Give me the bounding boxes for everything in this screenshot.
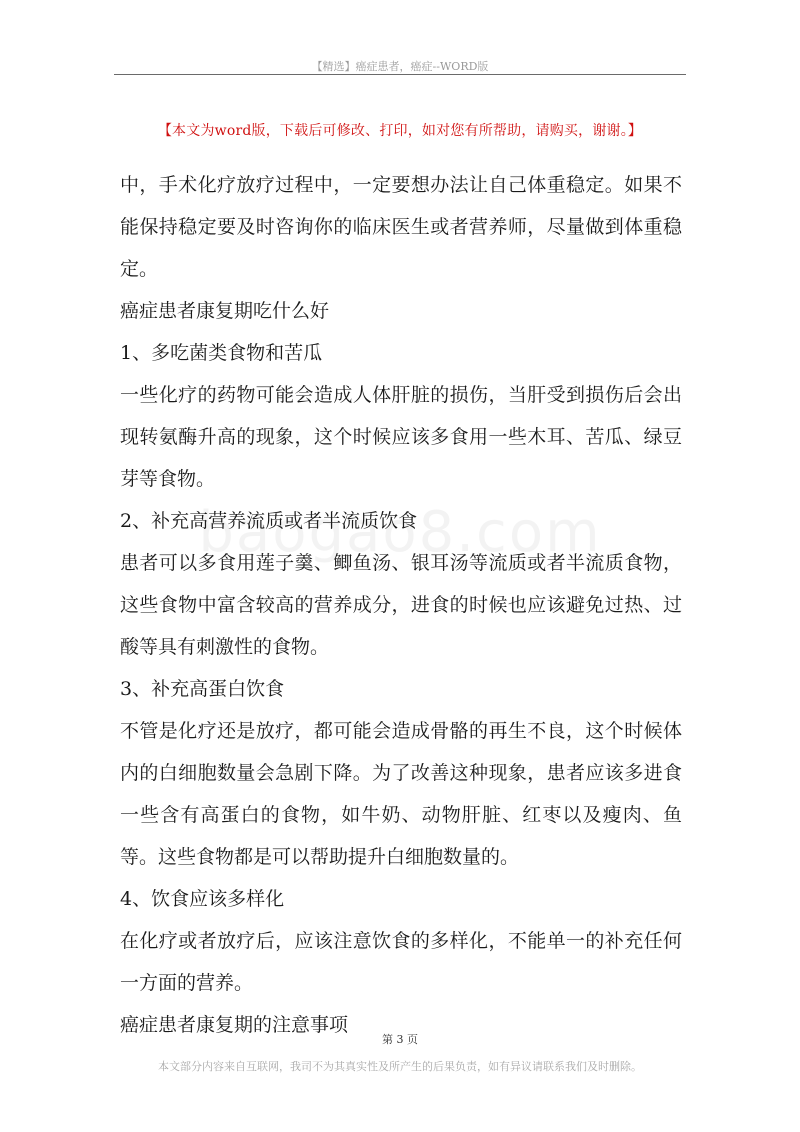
section-heading: 癌症患者康复期吃什么好 <box>120 300 330 322</box>
page-footer-disclaimer: 本文部分内容来自互联网，我司不为其真实性及所产生的后果负责，如有异议请联系我们及时删除。 <box>158 1060 642 1073</box>
page-header: 【精选】癌症患者，癌症--WORD版 <box>311 60 489 73</box>
paragraph: 中，手术化疗放疗过程中，一定要想办法让自己体重稳定。如果不能保持稳定要及时咨询你的临床医生或者营养师，尽量做到体重稳定。 <box>120 174 682 280</box>
list-heading: 2、补充高营养流质或者半流质饮食 <box>120 510 418 532</box>
paragraph: 在化疗或者放疗后，应该注意饮食的多样化，不能单一的补充任何一方面的营养。 <box>120 930 682 994</box>
document-body <box>120 164 682 1046</box>
paragraph: 一些化疗的药物可能会造成人体肝脏的损伤，当肝受到损伤后会出现转氨酶升高的现象，这个时候应该多食用一些木耳、苦瓜、绿豆芽等食物。 <box>120 384 682 490</box>
section-heading: 癌症患者康复期的注意事项 <box>120 1014 349 1036</box>
page-number: 第 3 页 <box>382 1033 418 1046</box>
paragraph: 不管是化疗还是放疗，都可能会造成骨骼的再生不良，这个时候体内的白细胞数量会急剧下降。为了改善这种现象，患者应该多进食一些含有高蛋白的食物，如牛奶、动物肝脏、红枣以及瘦肉、鱼等。这些食物都是可以帮助提升白细胞数量的。 <box>120 720 682 868</box>
list-heading: 1、多吃菌类食物和苦瓜 <box>120 342 323 364</box>
paragraph: 患者可以多食用莲子羹、鲫鱼汤、银耳汤等流质或者半流质食物，这些食物中富含较高的营养成分，进食的时候也应该避免过热、过酸等具有刺激性的食物。 <box>120 552 682 658</box>
list-heading: 4、饮食应该多样化 <box>120 888 285 910</box>
list-heading: 3、补充高蛋白饮食 <box>120 678 285 700</box>
header-divider <box>114 74 686 75</box>
download-notice: 【本文为word版，下载后可修改、打印，如对您有所帮助，请购买，谢谢。】 <box>157 123 643 139</box>
